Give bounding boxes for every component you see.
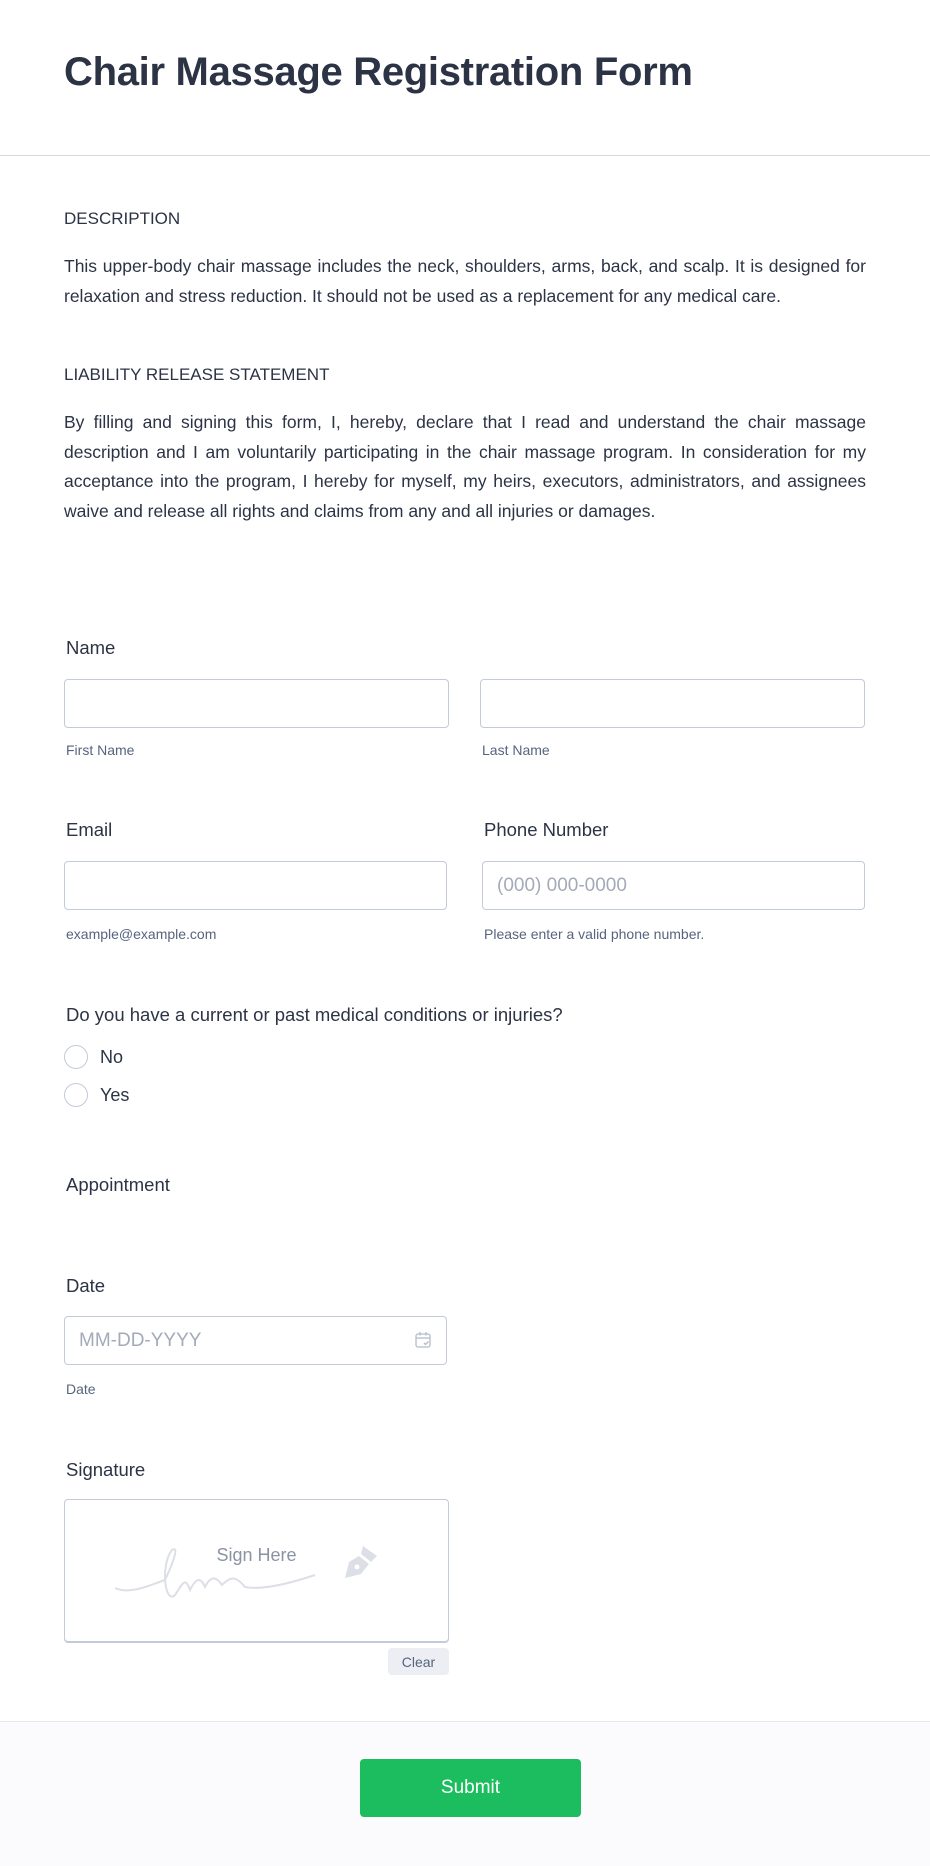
radio-label: Yes [100,1084,130,1105]
last-name-sublabel: Last Name [482,742,550,758]
appointment-heading: Appointment [66,1174,170,1195]
page-title: Chair Massage Registration Form [64,50,693,94]
email-input[interactable] [64,861,447,910]
calendar-icon[interactable] [414,1331,432,1349]
email-label: Email [66,819,113,840]
last-name-input[interactable] [480,679,865,728]
pen-nib-icon [341,1542,381,1582]
phone-sublabel: Please enter a valid phone number. [484,926,705,942]
phone-label: Phone Number [484,819,609,840]
radio-label: No [100,1046,124,1067]
radio-button[interactable] [64,1083,88,1107]
radio-option-yes[interactable] [64,1083,129,1107]
header-divider [0,155,930,156]
medical-question: Do you have a current or past medical conditions or injuries? [66,1004,563,1025]
date-sublabel: Date [66,1381,96,1397]
first-name-sublabel: First Name [66,742,135,758]
description-text: This upper-body chair massage includes the neck, shoulders, arms, back, and scalp. It is designed for relaxation and stress reduction. It should not be used as a replacement for any medical care. [64,256,866,306]
email-sublabel: example@example.com [66,926,217,942]
radio-button[interactable] [64,1045,88,1069]
date-label: Date [66,1275,106,1296]
first-name-input[interactable] [64,679,449,728]
submit-button[interactable]: Submit [360,1759,581,1817]
phone-input[interactable] [482,861,865,910]
sign-here-placeholder: Sign Here [216,1545,297,1565]
radio-option-no[interactable] [64,1045,123,1069]
clear-signature-button[interactable]: Clear [388,1648,449,1675]
signature-label: Signature [66,1459,146,1480]
name-label: Name [66,637,116,658]
liability-text: By filling and signing this form, I, hereby, declare that I read and understand the chair massage description and I am voluntarily participating in the chair massage program. In consideration for my acceptance into the program, I hereby for myself, my heirs, executors, administrators, and assignees waive and release all rights and claims from any and all injuries or damages. [64,412,866,522]
date-input[interactable] [64,1316,447,1365]
liability-heading: LIABILITY RELEASE STATEMENT [64,365,330,384]
description-heading: DESCRIPTION [64,209,181,228]
signature-pad[interactable] [64,1499,449,1642]
